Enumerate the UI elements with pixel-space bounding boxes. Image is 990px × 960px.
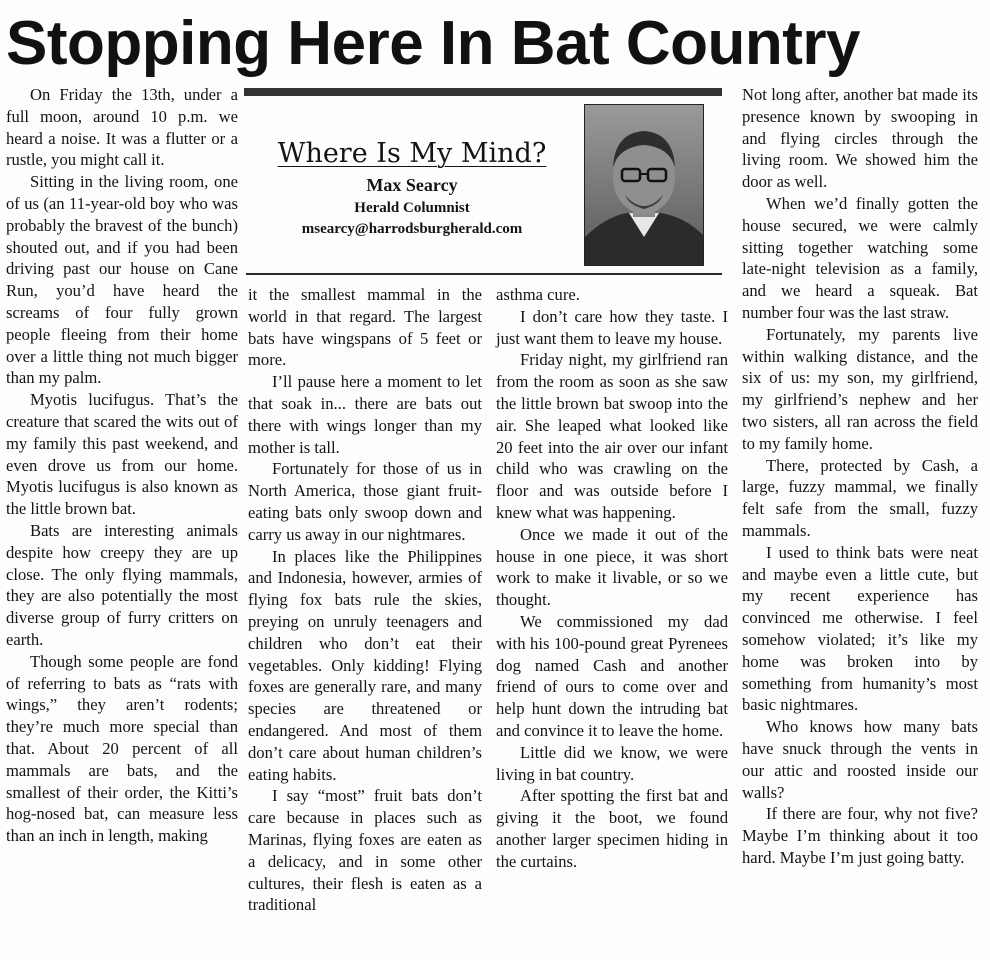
author-photo [584, 104, 704, 266]
author-headshot-image [585, 105, 703, 265]
author-role: Herald Columnist [354, 200, 470, 216]
article-column-1 [6, 84, 238, 847]
paragraph: We commissioned my dad with his 100-pound great Pyrenees dog named Cash and another friend of ours to come over and help hunt down the intruding bat and convince it to leave the home. [496, 611, 728, 740]
paragraph: I don’t care how they taste. I just want them to leave my house. [496, 306, 728, 348]
paragraph: In places like the Philippines and Indonesia, however, armies of flying fox bats rule the skies, preying on unruly teenagers and children who don’t eat their vegetables. Only kidding! Flying foxes are generally rare, and many species are threatened or endangered. And most of them don’t care about human children’s eating habits. [248, 546, 482, 784]
paragraph: Fortunately for those of us in North America, those giant fruit-eating bats only swoop down and carry us away in our nightmares. [248, 459, 482, 544]
paragraph: Not long after, another bat made its presence known by swooping in and flying circles through the living room. We showed him the door as well. [742, 85, 978, 192]
article-column-3 [496, 284, 728, 873]
column-title: Where Is My Mind? [277, 138, 547, 169]
paragraph: it the smallest mammal in the world in that regard. The largest bats have wingspans of 5 feet or more. [248, 285, 482, 370]
paragraph: Though some people are fond of referring to bats as “rats with wings,” they aren’t rodents; they’re much more special than that. About 20 percent of all mammals are bats, and the smallest of their order, the Kitti’s hog-nosed bat, can measure less than an inch in length, making [6, 651, 238, 846]
paragraph: I used to think bats were neat and maybe even a little cute, but my recent experience has convinced me otherwise. I feel somehow violated; it’s like my home was broken into by something from humanity’s most basic nightmares. [742, 542, 978, 715]
paragraph: I say “most” fruit bats don’t care because in places such as Marinas, flying foxes are eaten as a delicacy, and in some other cultures, their flesh is eaten as a traditional [248, 786, 482, 915]
paragraph: When we’d finally gotten the house secured, we were calmly sitting together watching some late-night television as a family, and we heard a squeak. Bat number four was the last straw. [742, 193, 978, 322]
paragraph: After spotting the first bat and giving it the boot, we found another larger specimen hiding in the curtains. [496, 786, 728, 871]
paragraph: Fortunately, my parents live within walking distance, and the six of us: my son, my girlfriend, my girlfriend’s nephew and her two sisters, all ran across the field to my family home. [742, 324, 978, 453]
paragraph: Who knows how many bats have snuck through the vents in our attic and roosted inside our walls? [742, 717, 978, 802]
paragraph: There, protected by Cash, a large, fuzzy mammal, we finally felt safe from the small, fuzzy mammals. [742, 455, 978, 540]
article-column-2 [248, 284, 482, 916]
author-name: Max Searcy [366, 175, 458, 195]
paragraph: asthma cure. [496, 285, 580, 304]
section-rule [246, 273, 722, 275]
paragraph: Little did we know, we were living in bat country. [496, 742, 728, 784]
paragraph: On Friday the 13th, under a full moon, around 10 p.m. we heard a noise. It was a flutter or a rustle, you might call it. [6, 85, 238, 170]
paragraph: If there are four, why not five? Maybe I’m thinking about it too hard. Maybe I’m just going batty. [742, 804, 978, 867]
author-email: msearcy@harrodsburgherald.com [301, 221, 523, 237]
paragraph: Sitting in the living room, one of us (an 11-year-old boy who was probably the bravest of the bunch) shouted out, and if you had been driving past our house on Cane Run, you’d have heard the screams of four fully grown people fleeing from their home over a little thing not much bigger than my palm. [6, 172, 238, 388]
headline: Stopping Here In Bat Country [6, 9, 860, 78]
article-column-4 [742, 84, 978, 869]
paragraph: I’ll pause here a moment to let that soak in... there are bats out there with wings longer than my mother is tall. [248, 372, 482, 457]
header-rule [244, 88, 722, 96]
paragraph: Once we made it out of the house in one piece, it was short work to make it livable, or so we thought. [496, 524, 728, 610]
paragraph: Myotis lucifugus. That’s the creature that scared the wits out of my family this past weekend, and even drove us from our home. Myotis lucifugus is also known as the little brown bat. [6, 390, 238, 519]
paragraph: Friday night, my girlfriend ran from the room as soon as she saw the little brown bat swoop into the air. She leaped what looked like 20 feet into the air over our infant child who was crawling on the floor and was outside before I knew what was happening. [496, 350, 728, 522]
paragraph: Bats are interesting animals despite how creepy they are up close. The only flying mammals, they are also potentially the most diverse group of furry critters on earth. [6, 520, 238, 649]
